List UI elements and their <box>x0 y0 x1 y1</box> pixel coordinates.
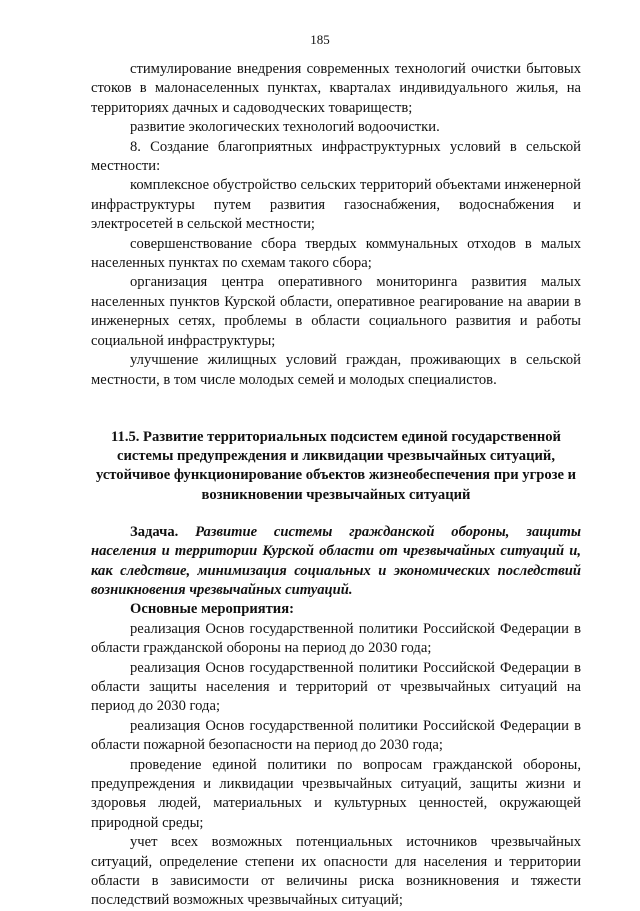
measure-item: учет всех возможных потенциальных источников чрезвычайных ситуаций, определение степени их опасности для населения и территории области в зависимости от величины риска возникновения и тяжести последствий возможных чрезвычайных ситуаций; <box>91 834 581 909</box>
paragraph: комплексное обустройство сельских территорий объектами инженерной инфраструктуры путем развития газоснабжения, водоснабжения и электросетей в сельской местности; <box>91 177 581 233</box>
measure-item: реализация Основ государственной политики Российской Федерации в области защиты населения и территорий от чрезвычайных ситуаций на период до 2030 года; <box>91 659 581 715</box>
measure-item: реализация Основ государственной политики Российской Федерации в области гражданской обороны на период до 2030 года; <box>91 620 581 657</box>
task-paragraph <box>91 523 581 601</box>
paragraph: совершенствование сбора твердых коммунальных отходов в малых населенных пунктах по схемам такого сбора; <box>91 235 581 272</box>
paragraph: развитие экологических технологий водоочистки. <box>130 119 440 136</box>
paragraph: улучшение жилищных условий граждан, проживающих в сельской местности, в том числе молодых семей и молодых специалистов. <box>91 352 581 388</box>
section-heading: 11.5. Развитие территориальных подсистем единой государственной системы предупреждения и ликвидации чрезвычайных ситуаций, устойчивое функционирование объектов жизнеобеспечения при угрозе и возникновении чрезвычайных ситуаций <box>95 428 577 503</box>
measures-list <box>91 620 581 911</box>
page-number: 185 <box>310 32 330 47</box>
document-body <box>91 60 581 911</box>
measures-title: Основные мероприятия: <box>130 601 294 618</box>
measure-item: проведение единой политики по вопросам гражданской обороны, предупреждения и ликвидации чрезвычайных ситуаций, защиты жизни и здоровья людей, материальных и культурных ценностей, окружающей природной среды; <box>91 756 581 831</box>
intro-section <box>91 60 581 390</box>
task-label: Задача. <box>130 523 179 540</box>
measure-item: реализация Основ государственной политики Российской Федерации в области пожарной безопасности на период до 2030 года; <box>91 717 581 754</box>
paragraph: 8. Создание благоприятных инфраструктурных условий в сельской местности: <box>91 138 581 175</box>
paragraph: стимулирование внедрения современных технологий очистки бытовых стоков в малонаселенных пунктах, кварталах индивидуального жилья, на территориях дачных и садоводческих товариществ; <box>91 61 581 116</box>
task-text: Развитие системы гражданской обороны, защиты населения и территории Курской области от чрезвычайных ситуаций и, как следствие, минимизация социальных и экономических последствий возникновения чрезвычайных ситуаций. <box>91 523 581 598</box>
paragraph: организация центра оперативного мониторинга развития малых населенных пунктов Курской области, оперативное реагирование на аварии в инженерных сетях, проблемы в области социального развития и работы социальной инфраструктуры; <box>91 274 581 349</box>
